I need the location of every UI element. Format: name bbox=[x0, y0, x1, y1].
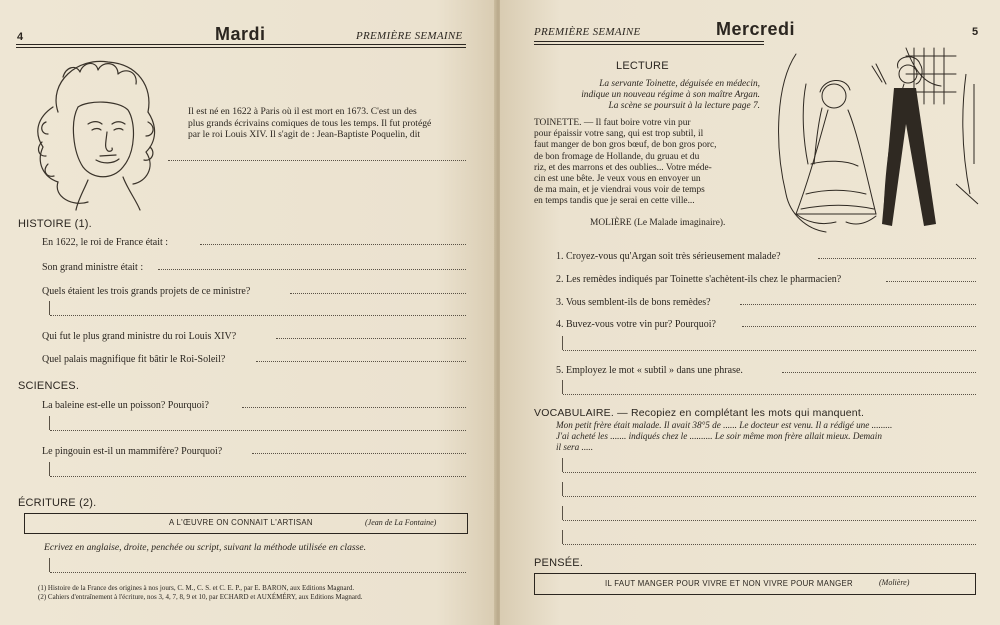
sciences-heading: SCIENCES. bbox=[18, 380, 80, 392]
answer-margin-mark bbox=[562, 506, 563, 520]
answer-line[interactable] bbox=[252, 453, 466, 454]
pensee-text: IL FAUT MANGER POUR VIVRE ET NON VIVRE POUR MANGER bbox=[605, 579, 853, 588]
lecture-intro-line: indique un nouveau régime à son maître Argan. bbox=[581, 90, 760, 100]
lecture-text bbox=[534, 118, 760, 208]
vocabulaire-line: il sera ..... bbox=[556, 442, 594, 453]
answer-line[interactable] bbox=[886, 281, 976, 282]
answer-margin-mark bbox=[562, 336, 563, 350]
lecture-source: MOLIÈRE (Le Malade imaginaire). bbox=[590, 218, 726, 228]
histoire-question-2: Son grand ministre était : bbox=[42, 262, 144, 273]
writing-line[interactable] bbox=[50, 572, 466, 573]
intro-line: Il est né en 1622 à Paris où il est mort en 1673. C'est un des bbox=[188, 106, 417, 117]
answer-line[interactable] bbox=[563, 520, 976, 521]
footnotes bbox=[38, 584, 478, 602]
answer-line[interactable] bbox=[168, 160, 466, 161]
answer-margin-mark bbox=[49, 558, 50, 572]
lecture-question-1: 1. Croyez-vous qu'Argan soit très sérieusement malade? bbox=[556, 251, 781, 262]
answer-margin-mark bbox=[562, 380, 563, 394]
answer-line[interactable] bbox=[818, 258, 976, 259]
lecture-text-line: cin est une bête. Je veux vous en envoyer un bbox=[534, 174, 701, 185]
vocabulaire-line: Mon petit frère était malade. Il avait 38°5 de ...... Le docteur est venu. Il a rédigé une ......... bbox=[556, 420, 893, 430]
vocabulaire-line: J'ai acheté les ....... indiqués chez le .......... Le soir même mon frère allait mieux. Demain bbox=[556, 431, 882, 442]
histoire-question-1: En 1622, le roi de France était : bbox=[42, 237, 169, 248]
ecriture-heading: ÉCRITURE (2). bbox=[18, 497, 97, 509]
lecture-intro-line: La servante Toinette, déguisée en médecin, bbox=[599, 79, 760, 89]
lecture-question-4: 4. Buvez-vous votre vin pur? Pourquoi? bbox=[556, 319, 716, 330]
lecture-question-5: 5. Employez le mot « subtil » dans une phrase. bbox=[556, 365, 743, 376]
ecriture-instruction: Ecrivez en anglaise, droite, penchée ou script, suivant la méthode utilisée en classe. bbox=[44, 542, 367, 553]
histoire-question-3: Quels étaient les trois grands projets de ce ministre? bbox=[42, 286, 251, 297]
answer-line[interactable] bbox=[290, 293, 466, 294]
answer-line[interactable] bbox=[782, 372, 976, 373]
ecriture-model-text: A L'ŒUVRE ON CONNAIT L'ARTISAN bbox=[169, 518, 313, 527]
histoire-question-4: Qui fut le plus grand ministre du roi Louis XIV? bbox=[42, 331, 237, 342]
ecriture-model-box bbox=[24, 513, 468, 534]
answer-line[interactable] bbox=[50, 315, 466, 316]
lecture-text-line: TOINETTE. — Il faut boire votre vin pur bbox=[534, 118, 691, 128]
answer-line[interactable] bbox=[563, 350, 976, 351]
histoire-heading: HISTOIRE (1). bbox=[18, 218, 92, 230]
answer-line[interactable] bbox=[276, 338, 466, 339]
moliere-portrait-sketch bbox=[18, 52, 168, 212]
lecture-text-line: en temps tandis que je serai en cette ville... bbox=[534, 196, 695, 207]
header-rule-right bbox=[534, 41, 764, 45]
pensee-author: (Molière) bbox=[879, 578, 910, 587]
vocabulaire-text bbox=[556, 420, 980, 454]
answer-line[interactable] bbox=[563, 496, 976, 497]
sciences-question-2: Le pingouin est-il un mammifère? Pourquoi? bbox=[42, 446, 223, 457]
answer-line[interactable] bbox=[200, 244, 466, 245]
answer-line[interactable] bbox=[256, 361, 466, 362]
answer-line[interactable] bbox=[563, 544, 976, 545]
lecture-intro bbox=[534, 79, 760, 112]
answer-line[interactable] bbox=[742, 326, 976, 327]
answer-margin-mark bbox=[49, 301, 50, 315]
lecture-text-line: de bon fromage de Hollande, du gruau et du bbox=[534, 151, 700, 162]
page-number-right: 5 bbox=[972, 26, 979, 38]
answer-line[interactable] bbox=[563, 394, 976, 395]
malade-imaginaire-illustration bbox=[766, 44, 980, 236]
intro-paragraph bbox=[188, 106, 468, 141]
right-page bbox=[500, 0, 1000, 625]
answer-line[interactable] bbox=[740, 304, 976, 305]
footnote-1: (1) Histoire de la France des origines à nos jours, C. M., C. S. et C. E. P., par E. BARON, aux Editions Magnard. bbox=[38, 584, 355, 592]
answer-margin-mark bbox=[562, 458, 563, 472]
lecture-question-3: 3. Vous semblent-ils de bons remèdes? bbox=[556, 297, 711, 308]
page-number-left: 4 bbox=[17, 31, 24, 43]
answer-margin-mark bbox=[49, 416, 50, 430]
answer-line[interactable] bbox=[242, 407, 466, 408]
answer-line[interactable] bbox=[158, 269, 466, 270]
lecture-text-line: pour épaissir votre sang, qui est trop subtil, il bbox=[534, 129, 704, 140]
ecriture-model-author: (Jean de La Fontaine) bbox=[365, 518, 437, 527]
lecture-text-line: riz, et des marrons et des oublies... Votre méde- bbox=[534, 162, 712, 173]
pensee-box bbox=[534, 573, 976, 595]
lecture-question-2: 2. Les remèdes indiqués par Toinette s'achètent-ils chez le pharmacien? bbox=[556, 274, 842, 285]
histoire-question-5: Quel palais magnifique fit bâtir le Roi-Soleil? bbox=[42, 354, 226, 365]
intro-line: plus grands écrivains comiques de tous les temps. Il fut protégé bbox=[188, 117, 432, 129]
lecture-heading: LECTURE bbox=[616, 60, 669, 72]
week-label-left: PREMIÈRE SEMAINE bbox=[356, 30, 463, 42]
answer-margin-mark bbox=[562, 482, 563, 496]
lecture-intro-line: La scène se poursuit à la lecture page 7. bbox=[608, 101, 760, 111]
answer-margin-mark bbox=[562, 530, 563, 544]
sciences-question-1: La baleine est-elle un poisson? Pourquoi? bbox=[42, 400, 209, 411]
intro-line: par le roi Louis XIV. Il s'agit de : Jean-Baptiste Poquelin, dit bbox=[188, 129, 421, 140]
answer-line[interactable] bbox=[50, 476, 466, 477]
answer-margin-mark bbox=[49, 462, 50, 476]
lecture-text-line: de ma main, et je viendrai vous voir de temps bbox=[534, 185, 705, 196]
answer-line[interactable] bbox=[563, 472, 976, 473]
day-title-left: Mardi bbox=[215, 24, 266, 44]
week-label-right: PREMIÈRE SEMAINE bbox=[534, 26, 641, 38]
lecture-text-line: faut manger de bon gros bœuf, de bon gros porc, bbox=[534, 140, 717, 151]
vocabulaire-heading: VOCABULAIRE. — Recopiez en complétant les mots qui manquent. bbox=[534, 407, 865, 419]
left-page bbox=[0, 0, 496, 625]
pensee-heading: PENSÉE. bbox=[534, 557, 584, 569]
footnote-2: (2) Cahiers d'entraînement à l'écriture, nos 3, 4, 7, 8, 9 et 10, par ECHARD et AUXÉMÉRY, aux Editions Magnard. bbox=[38, 593, 363, 601]
day-title-right: Mercredi bbox=[716, 19, 796, 39]
answer-line[interactable] bbox=[50, 430, 466, 431]
header-rule-left bbox=[16, 44, 466, 48]
